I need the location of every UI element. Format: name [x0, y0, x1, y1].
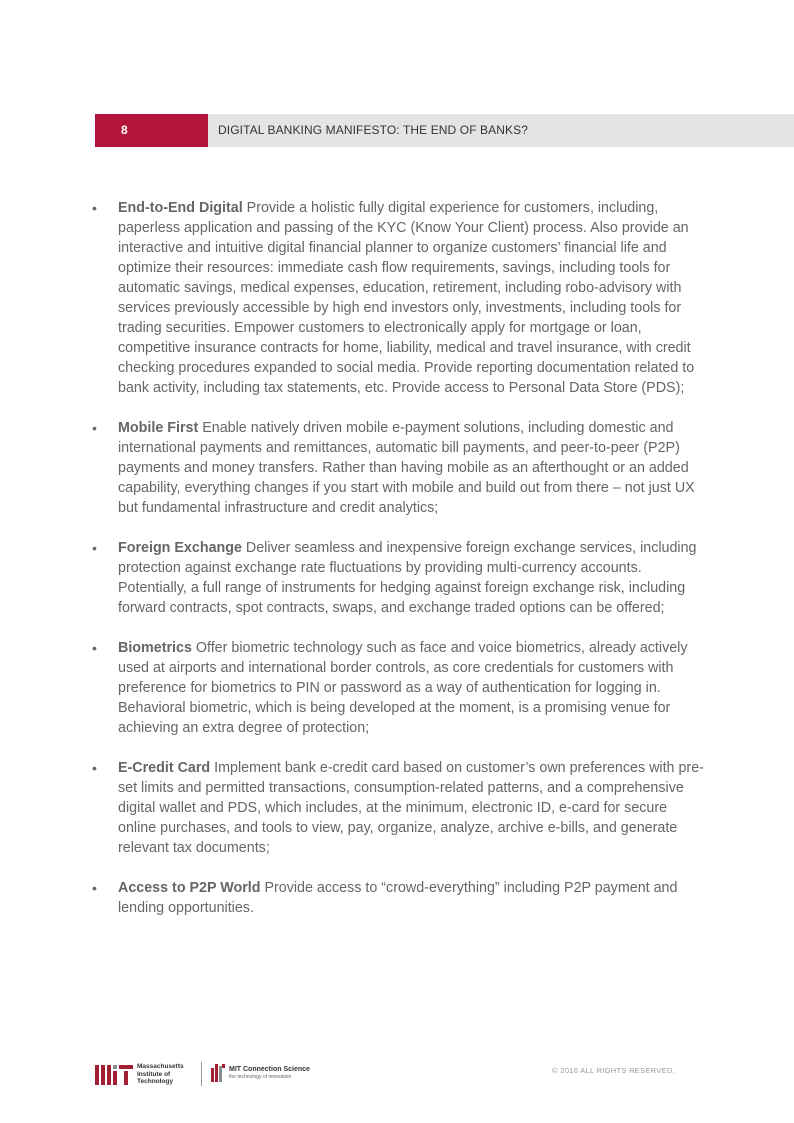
mit-logo-icon	[95, 1063, 133, 1085]
item-text: Enable natively driven mobile e-payment solutions, including domestic and international payments and remittances, automatic bill payments, and peer-to-peer (P2P) payments and money transfers. Rather than having mobile as an afterthought or an added capability, everything changes if you start with mobile and build out from there – not just UX but fundamental infrastructure and credit analytics;	[118, 420, 695, 516]
list-item	[92, 538, 704, 618]
mit-logo	[95, 1063, 184, 1086]
list-item	[92, 418, 704, 518]
connection-science-logo	[211, 1064, 310, 1082]
item-text: Offer biometric technology such as face and voice biometrics, already actively used at airports and international border controls, as core credentials for customers with preference for biometrics to PIN or password as a way of authentication for logging in. Behavioral biometric, which is being developed at the moment, is a promising venue for achieving an extra degree of protection;	[118, 640, 688, 736]
connection-science-icon	[211, 1064, 225, 1082]
page-footer	[95, 1060, 675, 1090]
list-item	[92, 198, 704, 398]
bullet-icon: •	[92, 540, 97, 556]
item-text: Provide access to “crowd-everything” including P2P payment and lending opportunities.	[118, 880, 678, 916]
bullet-icon: •	[92, 640, 97, 656]
bullet-list	[92, 198, 704, 938]
item-term: Access to P2P World	[118, 880, 261, 896]
connection-science-tagline: the technology of innovation	[229, 1074, 292, 1080]
item-term: Biometrics	[118, 640, 192, 656]
bullet-icon: •	[92, 760, 97, 776]
item-text: Provide a holistic fully digital experience for customers, including, paperless application and passing of the KYC (Know Your Client) process. Also provide an interactive and intuitive digital financial planner to organize customers’ financial life and optimize their resources: immediate cash flow requirements, savings, including tools for automatic savings, medical expenses, education, retirement, including robo-advisory with services previously accessible by high end investors only, investments, including tools for trading securities. Empower customers to electronically apply for mortgage or loan, competitive insurance contracts for home, liability, medical and travel insurance, with credit checking procedures expanded to social media. Provide reporting documentation related to bank activity, including tax statements, etc. Provide access to Personal Data Store (PDS);	[118, 200, 695, 396]
mit-name: Massachusetts Institute of Technology	[137, 1063, 184, 1085]
item-term: End-to-End Digital	[118, 200, 243, 216]
list-item	[92, 638, 704, 738]
bullet-icon: •	[92, 200, 97, 216]
connection-science-name: MIT Connection Science	[229, 1066, 310, 1073]
page-number: 8	[95, 114, 208, 147]
list-item	[92, 758, 704, 858]
bullet-icon: •	[92, 420, 97, 436]
list-item	[92, 878, 704, 918]
item-term: Mobile First	[118, 420, 199, 436]
item-text: Implement bank e-credit card based on customer’s own preferences with pre-set limits and permitted transactions, consumption-related patterns, and a comprehensive digital wallet and PDS, which includes, at the minimum, electronic ID, e-card for secure online purchases, and tools to view, pay, organize, analyze, archive e-bills, and generate relevant tax documents;	[118, 760, 704, 856]
page-header	[95, 114, 794, 147]
bullet-icon: •	[92, 880, 97, 896]
item-term: E-Credit Card	[118, 760, 211, 776]
item-term: Foreign Exchange	[118, 540, 242, 556]
document-title: DIGITAL BANKING MANIFESTO: THE END OF BANKS?	[208, 114, 794, 147]
copyright-notice: © 2016 ALL RIGHTS RESERVED.	[552, 1066, 675, 1075]
logo-divider	[201, 1062, 202, 1086]
item-text: Deliver seamless and inexpensive foreign exchange services, including protection against exchange rate fluctuations by providing multi-currency accounts. Potentially, a full range of instruments for hedging against foreign exchange risk, including forward contracts, spot contracts, swaps, and exchange traded options can be offered;	[118, 540, 697, 616]
